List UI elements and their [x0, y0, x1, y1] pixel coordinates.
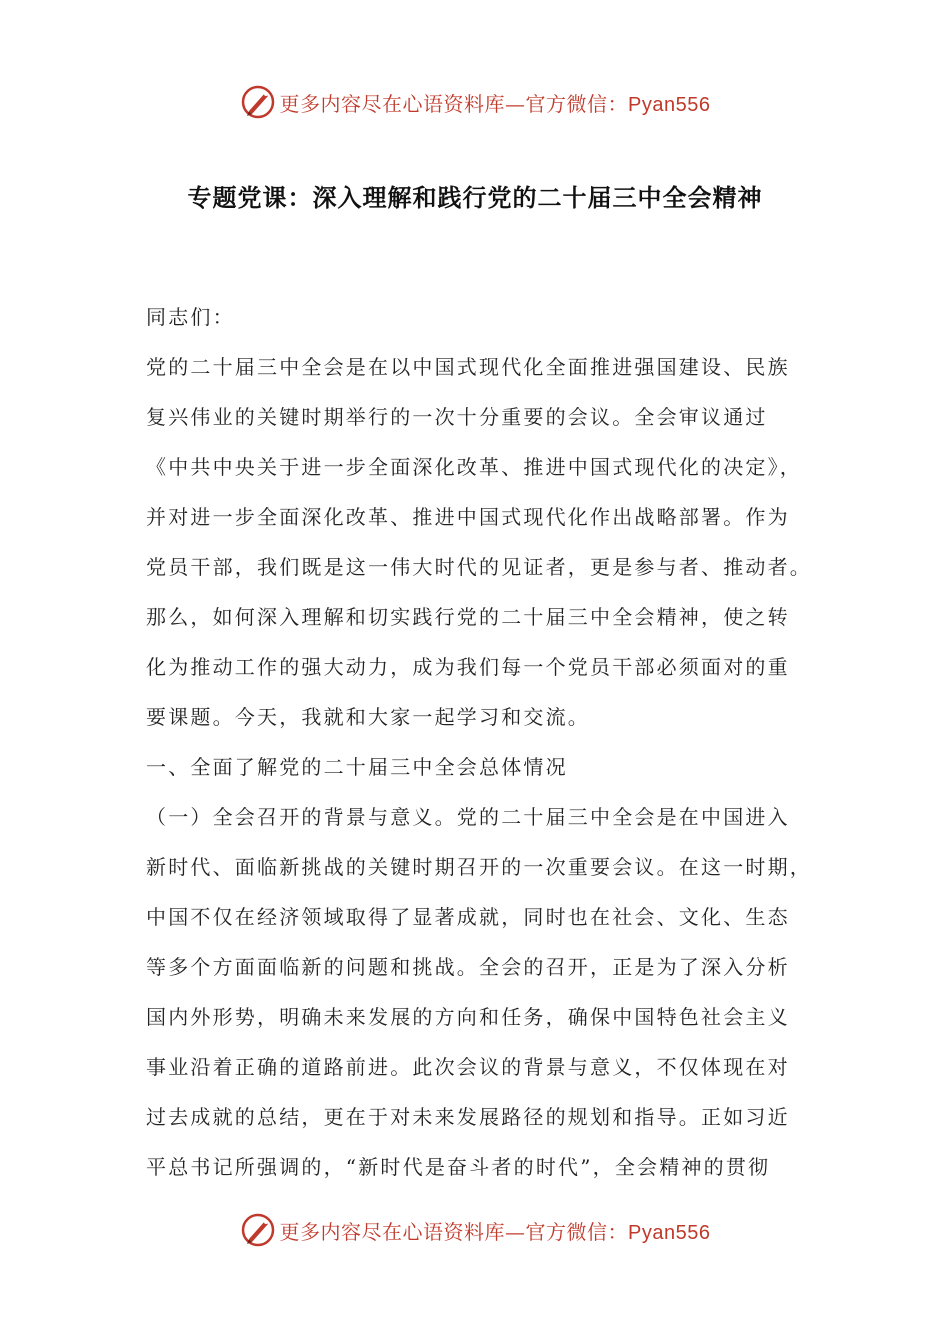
watermark-text: [280, 88, 711, 117]
body-line: 等多个方面面临新的问题和挑战。全会的召开，正是为了深入分析: [146, 955, 790, 979]
watermark-wechat-id: Pyan556: [628, 1221, 711, 1244]
body-line: 同志们：: [146, 305, 235, 329]
pen-logo-icon: [240, 1212, 276, 1248]
body-line: 化为推动工作的强大动力，成为我们每一个党员干部必须面对的重: [146, 655, 790, 679]
body-line: 要课题。今天，我就和大家一起学习和交流。: [146, 705, 590, 729]
body-line: （一）全会召开的背景与意义。党的二十届三中全会是在中国进入: [146, 805, 790, 829]
watermark-wechat-label: 官方微信：: [525, 91, 629, 116]
watermark-prefix: 更多内容尽在心语资料库: [279, 1219, 506, 1244]
watermark-dash: —: [505, 91, 526, 116]
watermark-wechat-label: 官方微信：: [525, 1219, 629, 1244]
watermark-dash: —: [505, 1219, 526, 1244]
body-line: 新时代、面临新挑战的关键时期召开的一次重要会议。在这一时期，: [146, 855, 812, 879]
watermark-wechat-id: Pyan556: [628, 93, 711, 116]
header-watermark: [0, 80, 950, 124]
body-line: 党的二十届三中全会是在以中国式现代化全面推进强国建设、民族: [146, 355, 790, 379]
footer-watermark: [0, 1208, 950, 1252]
body-line: 事业沿着正确的道路前进。此次会议的背景与意义，不仅体现在对: [146, 1055, 790, 1079]
body-line: 国内外形势，明确未来发展的方向和任务，确保中国特色社会主义: [146, 1005, 790, 1029]
watermark-text: [280, 1216, 711, 1245]
body-line: 平总书记所强调的，“新时代是奋斗者的时代”，全会精神的贯彻: [146, 1155, 771, 1179]
body-line: 并对进一步全面深化改革、推进中国式现代化作出战略部署。作为: [146, 505, 790, 529]
document-title: 专题党课：深入理解和践行党的二十届三中全会精神: [187, 184, 763, 212]
body-line: 《中共中央关于进一步全面深化改革、推进中国式现代化的决定》，: [146, 455, 802, 479]
section-heading: 一、全面了解党的二十届三中全会总体情况: [146, 755, 568, 779]
body-line: 那么，如何深入理解和切实践行党的二十届三中全会精神，使之转: [146, 605, 790, 629]
body-line: 复兴伟业的关键时期举行的一次十分重要的会议。全会审议通过: [146, 405, 768, 429]
body-line: 过去成就的总结，更在于对未来发展路径的规划和指导。正如习近: [146, 1105, 790, 1129]
document-body: [146, 292, 826, 1192]
watermark-prefix: 更多内容尽在心语资料库: [279, 91, 506, 116]
body-line: 中国不仅在经济领域取得了显著成就，同时也在社会、文化、生态: [146, 905, 790, 929]
pen-logo-icon: [240, 84, 276, 120]
body-line: 党员干部，我们既是这一伟大时代的见证者，更是参与者、推动者。: [146, 555, 812, 579]
